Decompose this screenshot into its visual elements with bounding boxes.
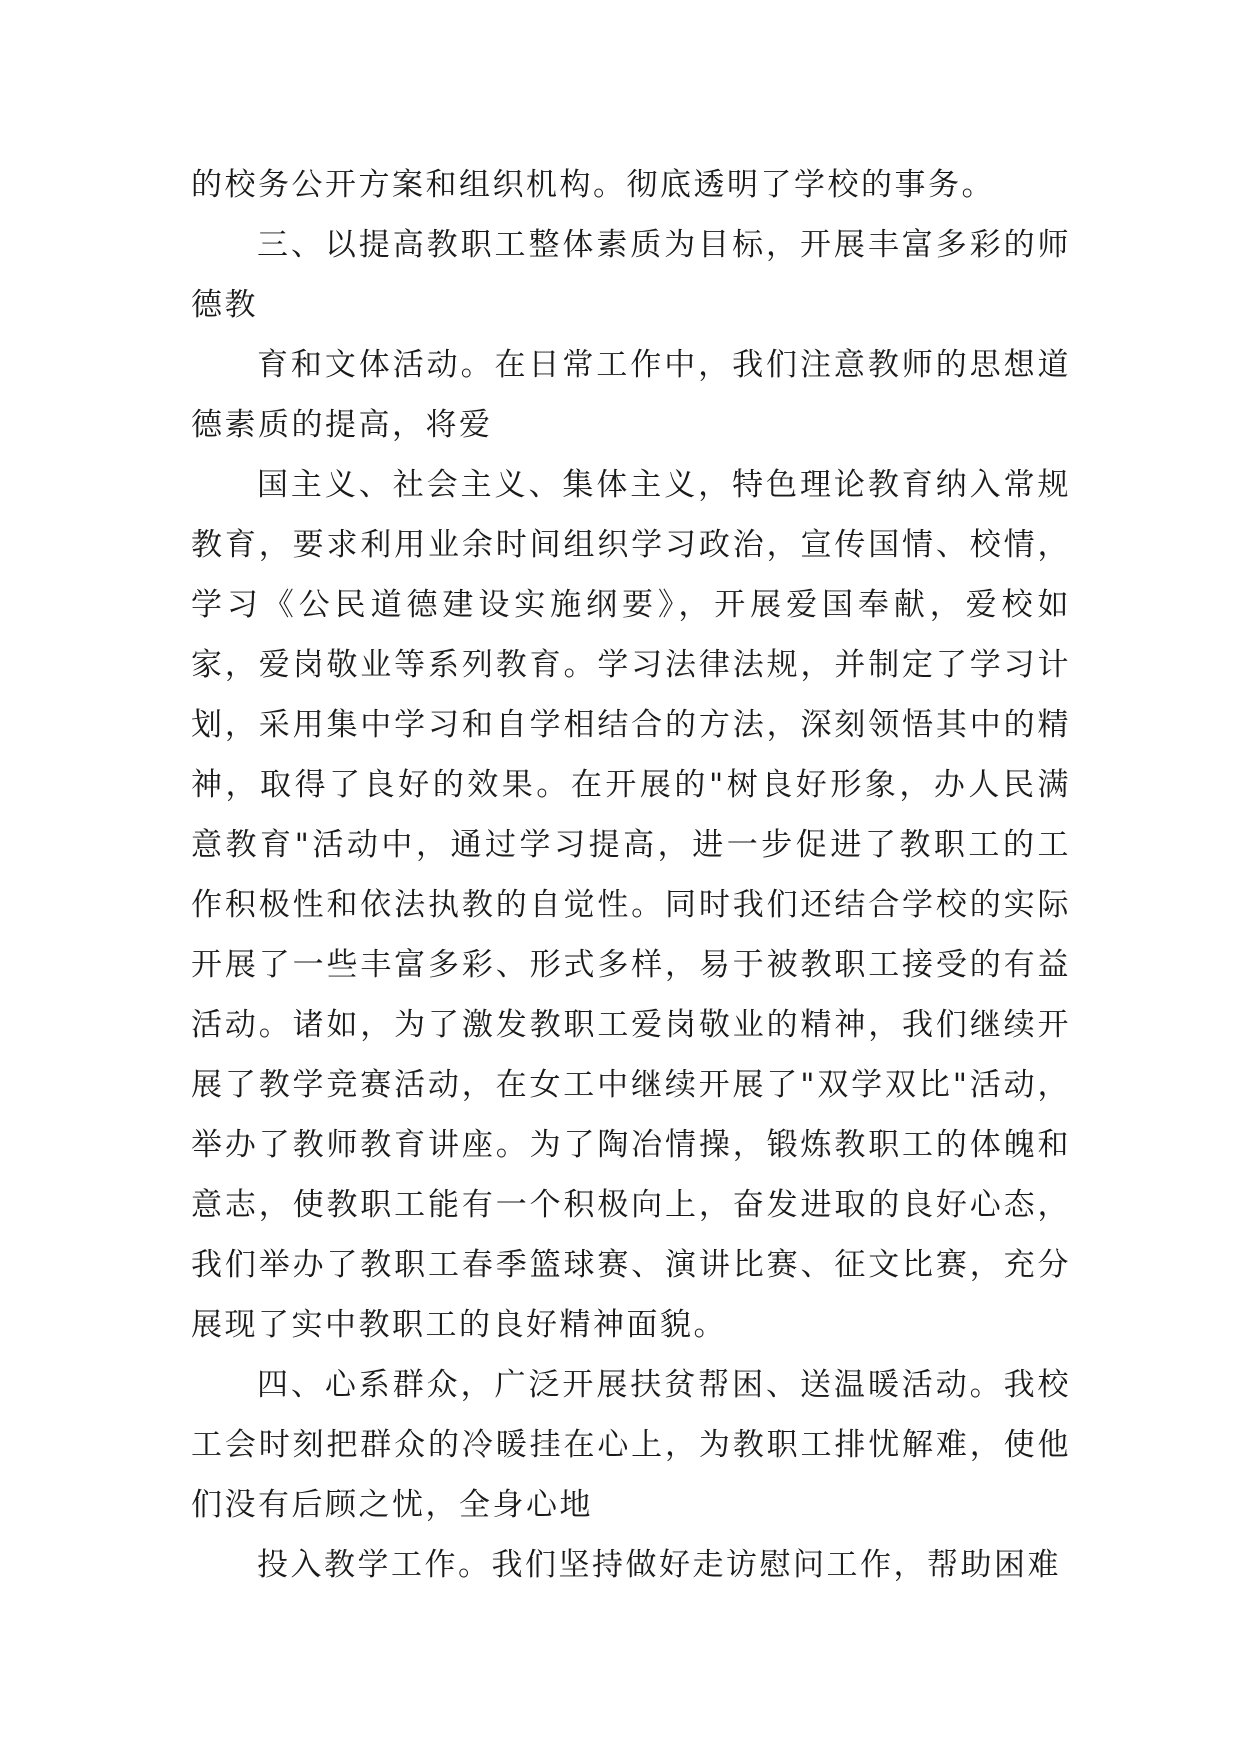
paragraph-3: 育和文体活动。在日常工作中，我们注意教师的思想道德素质的提高，将爱: [191, 347, 1071, 443]
paragraph-5: 四、心系群众，广泛开展扶贫帮困、送温暖活动。我校工会时刻把群众的冷暖挂在心上，为教职工排忧解难，使他们没有后顾之忧，全身心地: [191, 1367, 1071, 1523]
paragraph-2: 三、以提高教职工整体素质为目标，开展丰富多彩的师德教: [191, 227, 1071, 323]
paragraph-6: 投入教学工作。我们坚持做好走访慰问工作，帮助困难: [257, 1547, 1061, 1583]
paragraph-4: 国主义、社会主义、集体主义，特色理论教育纳入常规教育，要求利用业余时间组织学习政治，宣传国情、校情，学习《公民道德建设实施纲要》，开展爱国奉献，爱校如家，爱岗敬业等系列教育。学习法律法规，并制定了学习计划，采用集中学习和自学相结合的方法，深刻领悟其中的精神，取得了良好的效果。在开展的"树良好形象，办人民满意教育"活动中，通过学习提高，进一步促进了教职工的工作积极性和依法执教的自觉性。同时我们还结合学校的实际开展了一些丰富多彩、形式多样，易于被教职工接受的有益活动。诸如，为了激发教职工爱岗敬业的精神，我们继续开展了教学竞赛活动，在女工中继续开展了"双学双比"活动，举办了教师教育讲座。为了陶冶情操，锻炼教职工的体魄和意志，使教职工能有一个积极向上，奋发进取的良好心态，我们举办了教职工春季篮球赛、演讲比赛、征文比赛，充分展现了实中教职工的良好精神面貌。: [191, 467, 1071, 1343]
document-body: [191, 155, 1071, 1595]
paragraph-1: 的校务公开方案和组织机构。彻底透明了学校的事务。: [191, 167, 995, 203]
